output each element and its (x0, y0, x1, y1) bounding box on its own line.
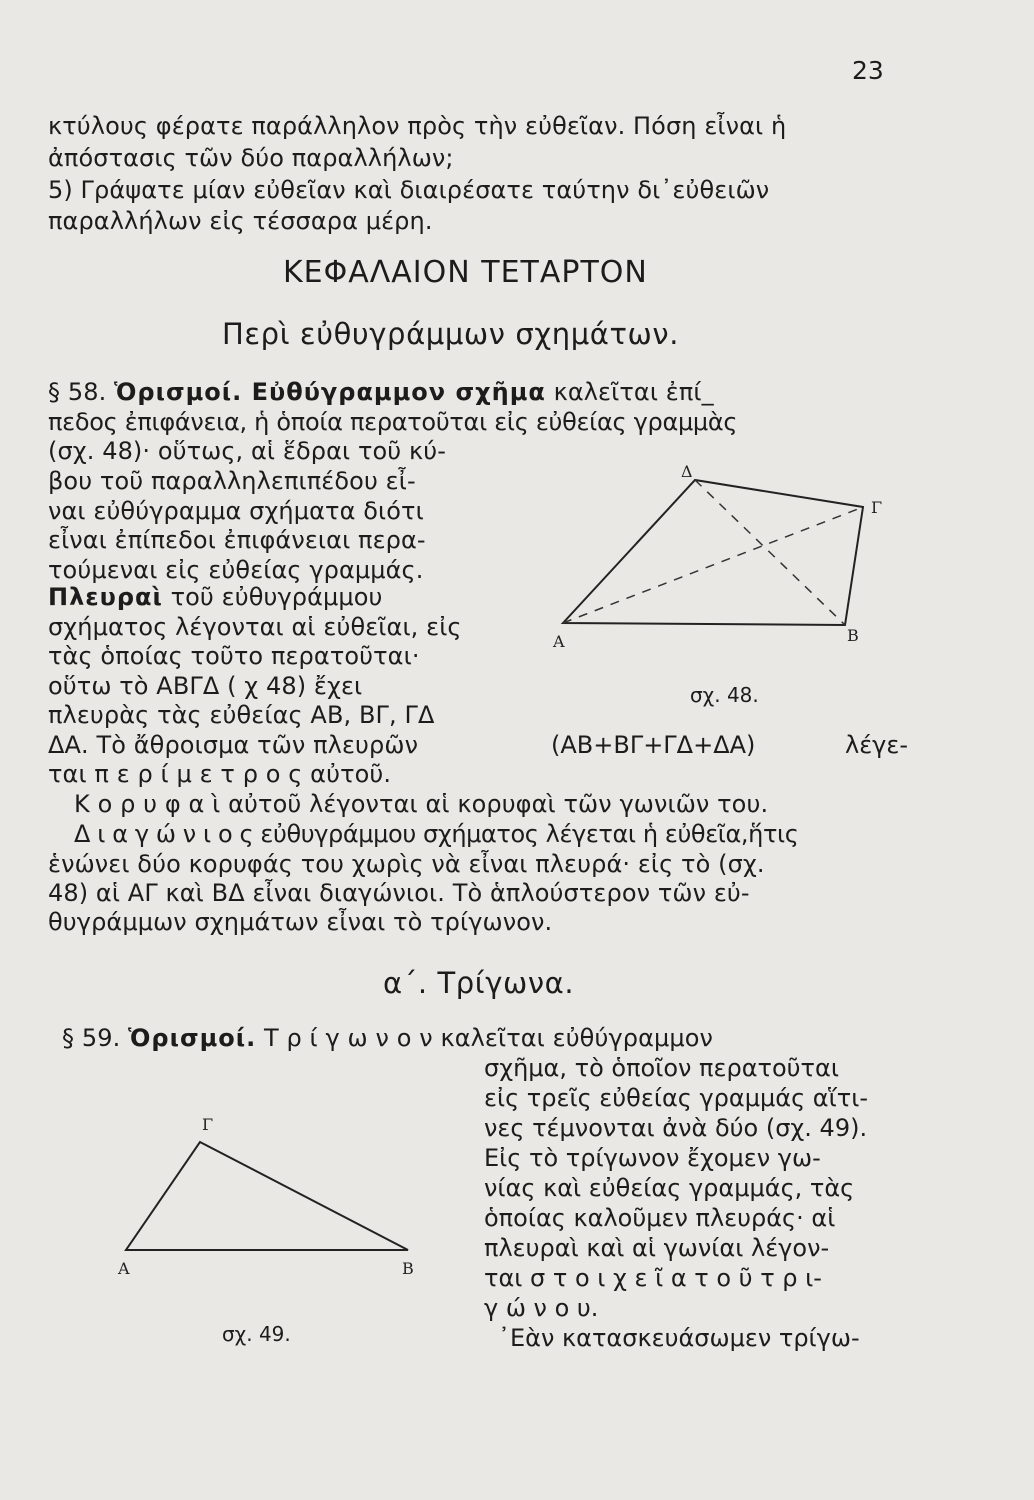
section-title: Περὶ εὐθυγράμμων σχημάτων. (222, 317, 680, 351)
text-line: παραλλήλων εἰς τέσσαρα μέρη. (48, 207, 433, 235)
diagonal-bd (695, 480, 845, 625)
text-span: καλεῖται ἐπί_ (553, 378, 714, 406)
text-line: ἀπόστασις τῶν δύο παραλλήλων; (48, 144, 454, 172)
perimeter-formula: (ΑΒ+ΒΓ+ΓΔ+ΔΑ) (551, 731, 756, 759)
text-line: ὁποίας καλοῦμεν πλευράς· αἱ (484, 1204, 836, 1232)
paragraph-58-first-line (48, 378, 714, 406)
text-line (48, 583, 383, 611)
text-span: τοῦ εὐθυγράμμου (170, 583, 383, 611)
text-line: γ ώ ν ο υ. (484, 1294, 599, 1322)
figure-49 (110, 1112, 430, 1282)
text-line: νες τέμνονται ἀνὰ δύο (σχ. 49). (484, 1114, 868, 1142)
text-span: λέγε- (845, 731, 909, 759)
figure-49-caption: σχ. 49. (222, 1322, 291, 1346)
text-line: ΔΑ. Τὸ ἄθροισμα τῶν πλευρῶν (48, 731, 419, 759)
subsection-title: α΄. Τρίγωνα. (383, 966, 575, 1000)
triangle-shape (126, 1142, 408, 1250)
text-line: οὕτω τὸ ΑΒΓΔ ( χ 48) ἔχει (48, 672, 363, 700)
text-line: Εἰς τὸ τρίγωνον ἔχομεν γω- (484, 1144, 821, 1172)
paragraph-59-first-line (62, 1024, 713, 1052)
text-line: ται σ τ ο ι χ ε ῖ α τ ο ῦ τ ρ ι- (484, 1264, 822, 1292)
text-line: Δ ι α γ ώ ν ι ο ς εὐθυγράμμου σχήματος λέγεται ἡ εὐθεῖα,ἥτις (74, 820, 799, 848)
text-line: (σχ. 48)· οὕτως, αἱ ἕδραι τοῦ κύ- (48, 437, 446, 465)
quadrilateral-diagram (545, 465, 890, 665)
text-line: ἑνώνει δύο κορυφάς του χωρὶς νὰ εἶναι πλευρά· εἰς τὸ (σχ. (48, 850, 765, 878)
vertex-label-b: Β (402, 1259, 414, 1278)
text-line: 5) Γράψατε μίαν εὐθεῖαν καὶ διαιρέσατε ταύτην δι᾿εὐθειῶν (48, 176, 770, 204)
text-line: πλευρὰς τὰς εὐθείας ΑΒ, ΒΓ, ΓΔ (48, 701, 435, 729)
text-line: τὰς ὁποίας τοῦτο περατοῦται· (48, 642, 420, 670)
triangle-diagram (110, 1112, 430, 1282)
paragraph-number: § 58. (48, 378, 107, 406)
text-line: σχήματος λέγονται αἱ εὐθεῖαι, εἰς (48, 613, 462, 641)
text-span: Τ ρ ί γ ω ν ο ν καλεῖται εὐθύγραμμον (264, 1024, 714, 1052)
vertex-label-g: Γ (202, 1115, 214, 1134)
sides-heading: Πλευραὶ (48, 583, 163, 611)
text-line: 48) αἱ ΑΓ καὶ ΒΔ εἶναι διαγώνιοι. Τὸ ἁπλούστερον τῶν εὐ- (48, 879, 750, 907)
text-line: κτύλους φέρατε παράλληλον πρὸς τὴν εὐθεῖαν. Πόση εἶναι ἡ (48, 112, 787, 140)
text-line: θυγράμμων σχημάτων εἶναι τὸ τρίγωνον. (48, 908, 553, 936)
text-line: πλευραὶ καὶ αἱ γωνίαι λέγον- (484, 1234, 830, 1262)
figure-48-caption: σχ. 48. (690, 683, 759, 707)
vertex-label-a: Α (118, 1259, 130, 1278)
text-line: Κ ο ρ υ φ α ὶ αὐτοῦ λέγονται αἱ κορυφαὶ τῶν γωνιῶν του. (74, 790, 769, 818)
chapter-title: ΚΕΦΑΛΑΙΟΝ ΤΕΤΑΡΤΟΝ (283, 255, 648, 290)
figure-48 (545, 465, 890, 665)
text-line: ναι εὐθύγραμμα σχήματα διότι (48, 497, 424, 525)
text-line: βου τοῦ παραλληλεπιπέδου εἶ- (48, 467, 416, 495)
text-line: ᾿Εὰν κατασκευάσωμεν τρίγω- (498, 1324, 860, 1352)
paragraph-number: § 59. (62, 1024, 121, 1052)
text-line: πεδος ἐπιφάνεια, ἡ ὁποία περατοῦται εἰς εὐθείας γραμμὰς (48, 408, 738, 436)
vertex-label-d: Δ (681, 465, 693, 481)
page-number: 23 (852, 56, 884, 85)
definition-heading: Ὁρισμοί. (128, 1024, 257, 1052)
definition-heading: Ὁρισμοί. Εὐθύγραμμον σχῆμα (114, 378, 546, 406)
text-line: τούμεναι εἰς εὐθείας γραμμάς. (48, 556, 424, 584)
text-line: εἰς τρεῖς εὐθείας γραμμάς αἵτι- (484, 1084, 868, 1112)
quadrilateral-shape (563, 480, 863, 625)
text-line: ται π ε ρ ί μ ε τ ρ ο ς αὐτοῦ. (48, 760, 392, 788)
vertex-label-g: Γ (871, 498, 883, 517)
vertex-label-a: Α (553, 632, 565, 651)
diagonal-ag (563, 507, 863, 623)
vertex-label-b: Β (847, 626, 859, 645)
text-line: νίας καὶ εὐθείας γραμμάς, τὰς (484, 1174, 855, 1202)
text-line: σχῆμα, τὸ ὁποῖον περατοῦται (484, 1054, 839, 1082)
text-line: εἶναι ἐπίπεδοι ἐπιφάνειαι περα- (48, 526, 426, 554)
